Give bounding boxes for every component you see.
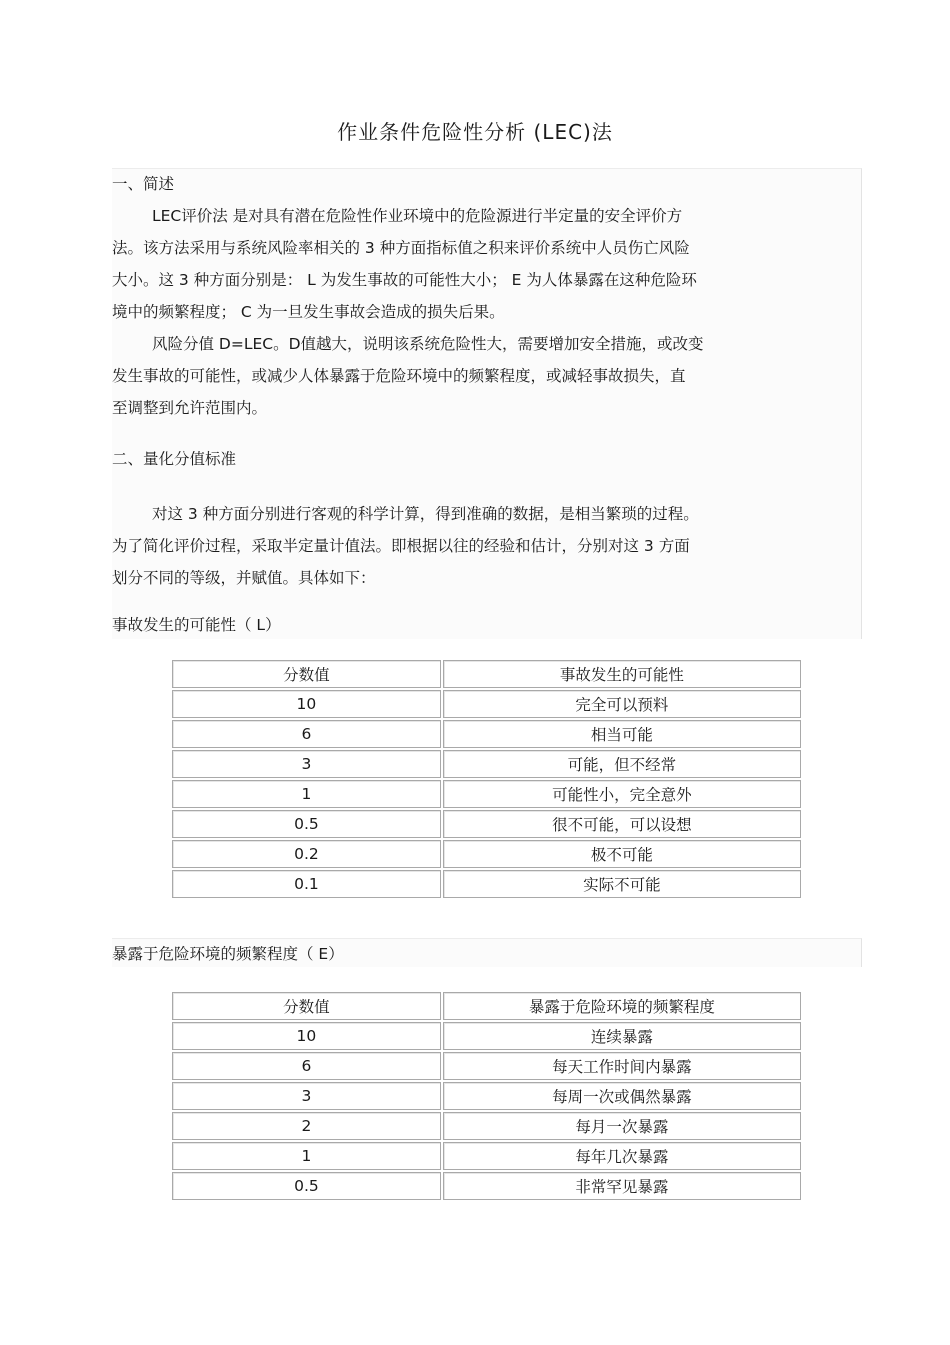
description-cell: 每天工作时间内暴露: [443, 1052, 801, 1080]
description-cell: 非常罕见暴露: [443, 1172, 801, 1200]
paragraph-line: 为了简化评价过程，采取半定量计值法。即根据以往的经验和估计，分别对这 3 方面: [112, 537, 690, 555]
score-cell: 10: [172, 1022, 441, 1050]
paragraph-line: 风险分值 D=LEC。D值越大，说明该系统危险性大，需要增加安全措施，或改变: [152, 335, 704, 353]
table-row: [172, 840, 801, 868]
description-cell: 极不可能: [443, 840, 801, 868]
page-title: 作业条件危险性分析 (LEC)法: [337, 120, 613, 144]
description-cell: 每周一次或偶然暴露: [443, 1082, 801, 1110]
paragraph-line: 法。该方法采用与系统风险率相关的 3 种方面指标值之积来评价系统中人员伤亡风险: [112, 239, 690, 257]
score-cell: 6: [172, 720, 441, 748]
table-header-row: [172, 660, 801, 688]
table-row: [172, 690, 801, 718]
header-cell: 分数值: [172, 660, 441, 688]
score-cell: 0.5: [172, 1172, 441, 1200]
section-heading-quantification: 二、量化分值标准: [112, 450, 237, 468]
paragraph-line: 境中的频繁程度； C 为一旦发生事故会造成的损失后果。: [112, 303, 505, 321]
description-cell: 每月一次暴露: [443, 1112, 801, 1140]
description-cell: 完全可以预料: [443, 690, 801, 718]
table-row: [172, 1022, 801, 1050]
score-cell: 10: [172, 690, 441, 718]
paragraph-line: 划分不同的等级，并赋值。具体如下：: [112, 569, 376, 587]
table-row: [172, 810, 801, 838]
paragraph-line: 发生事故的可能性，或减少人体暴露于危险环境中的频繁程度，或减轻事故损失，直: [112, 367, 686, 385]
score-cell: 0.1: [172, 870, 441, 898]
exposure-table: [170, 990, 803, 1202]
paragraph-line: 大小。这 3 种方面分别是： L 为发生事故的可能性大小； E 为人体暴露在这种危险环: [112, 271, 697, 289]
score-cell: 3: [172, 750, 441, 778]
table-row: [172, 780, 801, 808]
section-heading-overview: 一、简述: [112, 175, 175, 193]
description-cell: 可能，但不经常: [443, 750, 801, 778]
table-row: [172, 750, 801, 778]
likelihood-table: [170, 658, 803, 900]
header-cell: 分数值: [172, 992, 441, 1020]
paragraph-line: 至调整到允许范围内。: [112, 399, 268, 417]
description-cell: 可能性小，完全意外: [443, 780, 801, 808]
score-cell: 1: [172, 1142, 441, 1170]
table-row: [172, 720, 801, 748]
score-cell: 6: [172, 1052, 441, 1080]
description-cell: 相当可能: [443, 720, 801, 748]
table-row: [172, 1082, 801, 1110]
table-row: [172, 1112, 801, 1140]
score-cell: 0.2: [172, 840, 441, 868]
table-caption-exposure: 暴露于危险环境的频繁程度（ E）: [112, 945, 344, 963]
score-cell: 2: [172, 1112, 441, 1140]
score-cell: 1: [172, 780, 441, 808]
description-cell: 实际不可能: [443, 870, 801, 898]
table-header-row: [172, 992, 801, 1020]
table-row: [172, 1172, 801, 1200]
table-caption-likelihood: 事故发生的可能性（ L）: [112, 616, 281, 634]
description-cell: 很不可能，可以设想: [443, 810, 801, 838]
description-cell: 连续暴露: [443, 1022, 801, 1050]
description-cell: 每年几次暴露: [443, 1142, 801, 1170]
score-cell: 0.5: [172, 810, 441, 838]
table-row: [172, 870, 801, 898]
table-row: [172, 1052, 801, 1080]
paragraph-line: 对这 3 种方面分别进行客观的科学计算，得到准确的数据，是相当繁琐的过程。: [152, 505, 699, 523]
header-cell: 暴露于危险环境的频繁程度: [443, 992, 801, 1020]
paragraph-line: LEC评价法 是对具有潜在危险性作业环境中的危险源进行半定量的安全评价方: [152, 207, 683, 225]
score-cell: 3: [172, 1082, 441, 1110]
table-row: [172, 1142, 801, 1170]
header-cell: 事故发生的可能性: [443, 660, 801, 688]
